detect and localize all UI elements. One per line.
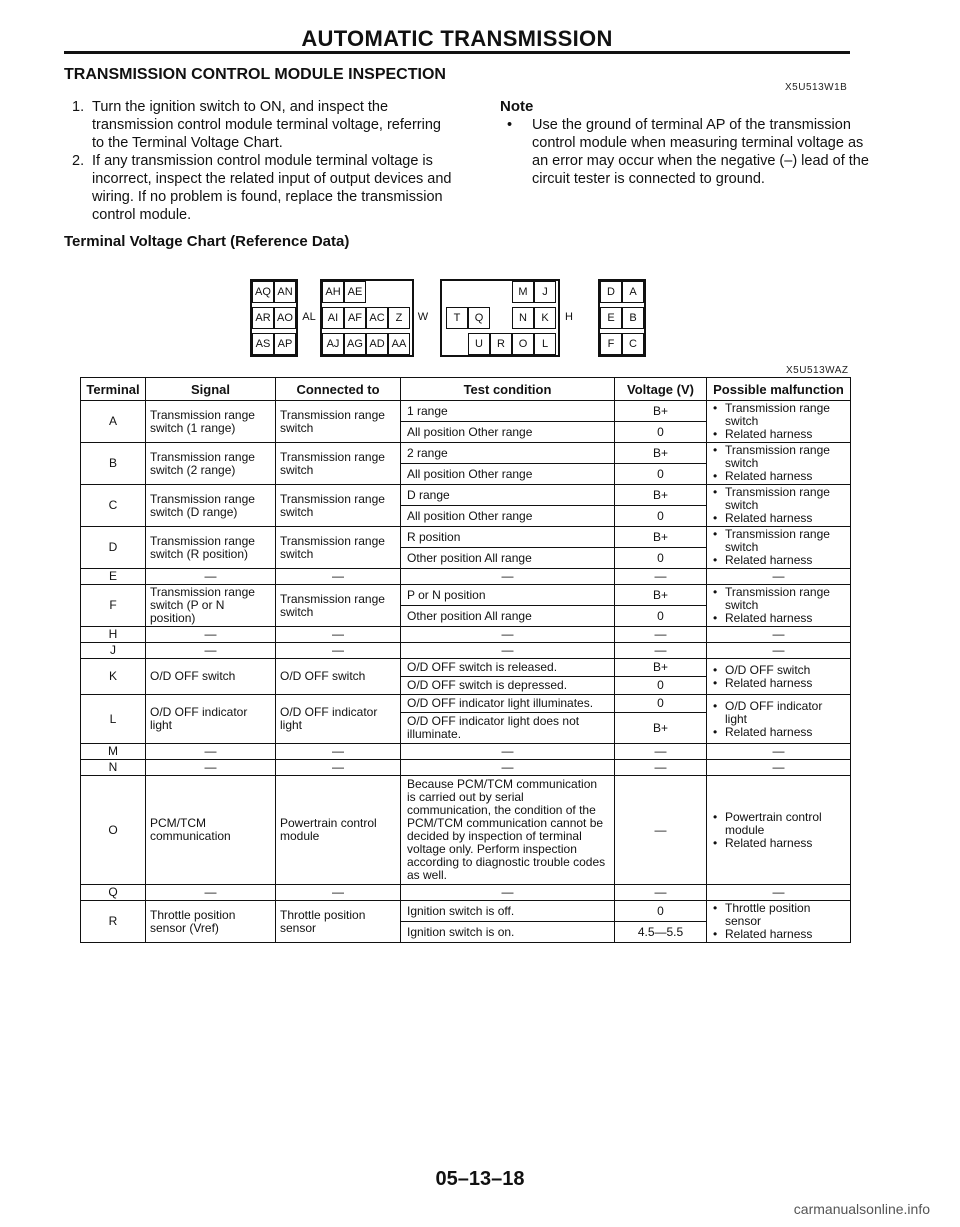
malfunction-item: • Related harness (711, 428, 846, 441)
malfunction-cell (707, 443, 851, 485)
step-item (72, 152, 452, 224)
col-header: Terminal (81, 378, 146, 401)
dash-cell: — (707, 643, 851, 659)
dash-cell: — (146, 885, 276, 901)
watermark: carmanualsonline.info (793, 1201, 930, 1217)
note-body (507, 116, 872, 188)
connected-cell: Transmission range switch (276, 485, 401, 527)
condition-cell: D range (401, 485, 615, 506)
connected-cell: Transmission range switch (276, 443, 401, 485)
condition-cell: P or N position (401, 585, 615, 606)
malfunction-cell (707, 401, 851, 443)
malfunction-item: • Related harness (711, 677, 846, 690)
note-title: Note (500, 98, 534, 115)
pin-label: H (565, 311, 573, 323)
pin-cell: AS (252, 333, 274, 355)
section-ref-code: X5U513W1B (785, 82, 848, 93)
condition-cell: Because PCM/TCM communication is carried out by serial communication, the condition of the PCM/TCM communication cannot be decided by inspection of terminal voltage only. Perform inspection according to diagnostic trouble codes as well. (401, 776, 615, 885)
malfunction-item: • Related harness (711, 837, 846, 850)
page-number: 05–13–18 (435, 1168, 525, 1190)
terminal-cell: A (81, 401, 146, 443)
voltage-cell: B+ (615, 527, 707, 548)
connected-cell: Transmission range switch (276, 527, 401, 569)
pin-cell: K (534, 307, 556, 329)
pin-cell: AG (344, 333, 366, 355)
voltage-cell: 0 (615, 695, 707, 713)
malfunction-item: • Related harness (711, 612, 846, 625)
pin-cell: AQ (252, 281, 274, 303)
dash-cell: — (401, 643, 615, 659)
pin-cell: AC (366, 307, 388, 329)
header-rule (64, 51, 850, 54)
pin-cell: C (622, 333, 644, 355)
malfunction-item: • O/D OFF indicator light (711, 700, 846, 726)
voltage-cell: 0 (615, 422, 707, 443)
dash-cell: — (615, 627, 707, 643)
signal-cell: Throttle position sensor (Vref) (146, 901, 276, 943)
col-header: Voltage (V) (615, 378, 707, 401)
dash-cell: — (615, 760, 707, 776)
malfunction-item: • Powertrain control module (711, 811, 846, 837)
malfunction-item: • O/D OFF switch (711, 664, 846, 677)
connected-cell: Powertrain control module (276, 776, 401, 885)
table-row (81, 901, 851, 922)
voltage-cell: B+ (615, 713, 707, 744)
dash-cell: — (615, 744, 707, 760)
malfunction-item: • Transmission range switch (711, 486, 846, 512)
dash-cell: — (401, 760, 615, 776)
connected-cell: Transmission range switch (276, 401, 401, 443)
pin-cell: J (534, 281, 556, 303)
malfunction-cell (707, 527, 851, 569)
pin-cell: AA (388, 333, 410, 355)
terminal-cell: F (81, 585, 146, 627)
terminal-cell: Q (81, 885, 146, 901)
pin-cell: N (512, 307, 534, 329)
pin-cell: AJ (322, 333, 344, 355)
voltage-cell: 0 (615, 677, 707, 695)
step-text: Turn the ignition switch to ON, and inspect the transmission control module terminal voltage, referring to the Terminal Voltage Chart. (92, 99, 441, 151)
signal-cell: O/D OFF indicator light (146, 695, 276, 744)
dash-cell: — (615, 885, 707, 901)
chart-ref-code: X5U513WAZ (786, 365, 849, 376)
table-row (81, 585, 851, 606)
dash-cell: — (146, 760, 276, 776)
table-row (81, 643, 851, 659)
terminal-voltage-table (80, 377, 851, 943)
connected-cell: Transmission range switch (276, 585, 401, 627)
signal-cell: Transmission range switch (P or N position) (146, 585, 276, 627)
terminal-cell: E (81, 569, 146, 585)
condition-cell: O/D OFF switch is released. (401, 659, 615, 677)
malfunction-item: • Related harness (711, 928, 846, 941)
dash-cell: — (276, 885, 401, 901)
step-text: If any transmission control module terminal voltage is incorrect, inspect the related input of output devices and wiring. If no problem is found, replace the transmission control module. (92, 153, 452, 223)
col-header: Possible malfunction (707, 378, 851, 401)
voltage-cell: 0 (615, 606, 707, 627)
dash-cell: — (401, 885, 615, 901)
pin-cell: M (512, 281, 534, 303)
pin-cell: AI (322, 307, 344, 329)
pin-cell: AP (274, 333, 296, 355)
terminal-cell: M (81, 744, 146, 760)
step-item (72, 98, 452, 152)
pin-cell: AE (344, 281, 366, 303)
malfunction-item: • Related harness (711, 470, 846, 483)
voltage-cell: 0 (615, 548, 707, 569)
condition-cell: All position Other range (401, 506, 615, 527)
pin-cell: R (490, 333, 512, 355)
voltage-cell: 0 (615, 506, 707, 527)
pin-cell: B (622, 307, 644, 329)
terminal-cell: C (81, 485, 146, 527)
table-row (81, 760, 851, 776)
terminal-cell: D (81, 527, 146, 569)
table-row (81, 443, 851, 464)
connected-cell: O/D OFF indicator light (276, 695, 401, 744)
condition-cell: O/D OFF indicator light does not illuminate. (401, 713, 615, 744)
terminal-cell: J (81, 643, 146, 659)
condition-cell: All position Other range (401, 422, 615, 443)
condition-cell: All position Other range (401, 464, 615, 485)
pin-cell: Q (468, 307, 490, 329)
note-bullet: • (507, 117, 513, 133)
voltage-cell: B+ (615, 485, 707, 506)
voltage-cell: 0 (615, 901, 707, 922)
step-number: 2. (72, 153, 85, 169)
signal-cell: Transmission range switch (1 range) (146, 401, 276, 443)
table-row (81, 695, 851, 713)
malfunction-cell (707, 776, 851, 885)
table-row (81, 485, 851, 506)
col-header: Connected to (276, 378, 401, 401)
malfunction-item: • Transmission range switch (711, 402, 846, 428)
connected-cell: O/D OFF switch (276, 659, 401, 695)
dash-cell: — (276, 627, 401, 643)
dash-cell: — (146, 744, 276, 760)
condition-cell: Ignition switch is on. (401, 922, 615, 943)
pin-cell: E (600, 307, 622, 329)
condition-cell: 1 range (401, 401, 615, 422)
condition-cell: 2 range (401, 443, 615, 464)
pin-cell: T (446, 307, 468, 329)
pin-cell: Z (388, 307, 410, 329)
dash-cell: — (401, 744, 615, 760)
chart-title: Terminal Voltage Chart (Reference Data) (64, 233, 350, 250)
malfunction-item: • Throttle position sensor (711, 902, 846, 928)
signal-cell: Transmission range switch (2 range) (146, 443, 276, 485)
pin-cell: AF (344, 307, 366, 329)
dash-cell: — (146, 569, 276, 585)
col-header: Test condition (401, 378, 615, 401)
condition-cell: Ignition switch is off. (401, 901, 615, 922)
terminal-cell: B (81, 443, 146, 485)
malfunction-item: • Transmission range switch (711, 586, 846, 612)
pin-cell: A (622, 281, 644, 303)
table-row (81, 401, 851, 422)
terminal-cell: L (81, 695, 146, 744)
malfunction-item: • Related harness (711, 512, 846, 525)
table-row (81, 627, 851, 643)
note-text: Use the ground of terminal AP of the transmission control module when measuring terminal voltage as an error may occur when the negative (–) lead of the circuit tester is connected to ground. (532, 117, 869, 187)
malfunction-item: • Transmission range switch (711, 528, 846, 554)
malfunction-item: • Related harness (711, 554, 846, 567)
pin-cell: AD (366, 333, 388, 355)
pin-cell: AN (274, 281, 296, 303)
voltage-cell: 4.5—5.5 (615, 922, 707, 943)
malfunction-cell (707, 485, 851, 527)
voltage-cell: B+ (615, 401, 707, 422)
signal-cell: O/D OFF switch (146, 659, 276, 695)
dash-cell: — (707, 627, 851, 643)
dash-cell: — (146, 643, 276, 659)
terminal-cell: N (81, 760, 146, 776)
pin-label: W (417, 311, 429, 323)
signal-cell: Transmission range switch (R position) (146, 527, 276, 569)
terminal-cell: O (81, 776, 146, 885)
dash-cell: — (707, 744, 851, 760)
voltage-cell: B+ (615, 443, 707, 464)
col-header: Signal (146, 378, 276, 401)
dash-cell: — (707, 760, 851, 776)
dash-cell: — (146, 627, 276, 643)
dash-cell: — (707, 885, 851, 901)
signal-cell: Transmission range switch (D range) (146, 485, 276, 527)
malfunction-cell (707, 901, 851, 943)
step-number: 1. (72, 99, 85, 115)
condition-cell: R position (401, 527, 615, 548)
section-title: TRANSMISSION CONTROL MODULE INSPECTION (64, 66, 446, 83)
dash-cell: — (276, 744, 401, 760)
page-header-title: AUTOMATIC TRANSMISSION (301, 26, 613, 51)
terminal-cell: R (81, 901, 146, 943)
condition-cell: Other position All range (401, 548, 615, 569)
condition-cell: Other position All range (401, 606, 615, 627)
voltage-cell: — (615, 776, 707, 885)
dash-cell: — (615, 643, 707, 659)
table-row (81, 776, 851, 885)
malfunction-item: • Related harness (711, 726, 846, 739)
table-row (81, 885, 851, 901)
pin-cell: F (600, 333, 622, 355)
dash-cell: — (401, 569, 615, 585)
pin-cell: O (512, 333, 534, 355)
connected-cell: Throttle position sensor (276, 901, 401, 943)
dash-cell: — (401, 627, 615, 643)
condition-cell: O/D OFF indicator light illuminates. (401, 695, 615, 713)
malfunction-cell (707, 659, 851, 695)
malfunction-item: • Transmission range switch (711, 444, 846, 470)
signal-cell: PCM/TCM communication (146, 776, 276, 885)
table-row (81, 527, 851, 548)
voltage-cell: B+ (615, 659, 707, 677)
pin-label: AL (302, 311, 316, 323)
voltage-cell: 0 (615, 464, 707, 485)
dash-cell: — (276, 760, 401, 776)
table-row (81, 744, 851, 760)
dash-cell: — (615, 569, 707, 585)
pin-cell: AH (322, 281, 344, 303)
condition-cell: O/D OFF switch is depressed. (401, 677, 615, 695)
pin-cell: AO (274, 307, 296, 329)
table-row (81, 659, 851, 677)
pin-cell: U (468, 333, 490, 355)
inspection-steps (72, 98, 452, 224)
dash-cell: — (707, 569, 851, 585)
dash-cell: — (276, 569, 401, 585)
terminal-cell: K (81, 659, 146, 695)
pin-cell: D (600, 281, 622, 303)
pin-cell: L (534, 333, 556, 355)
malfunction-cell (707, 695, 851, 744)
pin-cell: AR (252, 307, 274, 329)
table-row (81, 569, 851, 585)
tcm-connector-diagram (250, 279, 670, 359)
table-header-row (81, 378, 851, 401)
terminal-cell: H (81, 627, 146, 643)
dash-cell: — (276, 643, 401, 659)
voltage-cell: B+ (615, 585, 707, 606)
malfunction-cell (707, 585, 851, 627)
